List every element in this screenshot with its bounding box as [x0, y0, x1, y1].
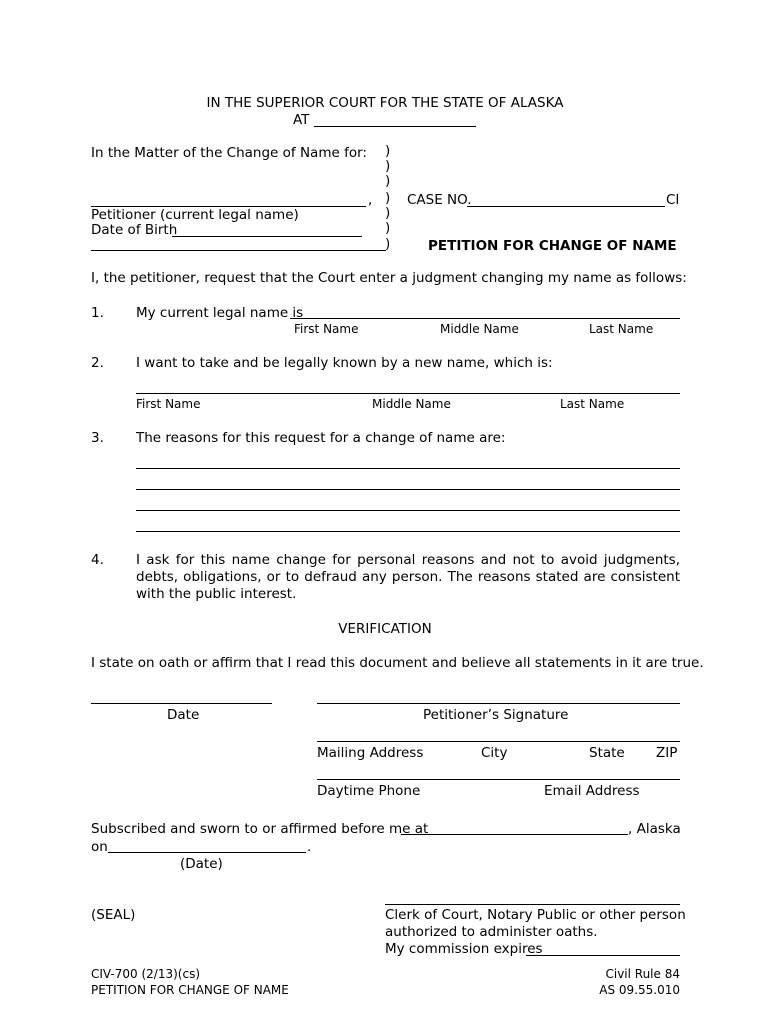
reason-line-3[interactable]	[136, 510, 680, 511]
item1-middle-label: Middle Name	[440, 322, 519, 336]
statute: AS 09.55.010	[599, 983, 680, 997]
at-label: AT	[293, 112, 310, 128]
item4-text: I ask for this name change for personal reasons and not to avoid judgments, debts, obligations, or to defraud any person. The reasons stated are consistent with the public interest.	[136, 552, 680, 602]
item2-last-label: Last Name	[560, 397, 625, 411]
court-heading: IN THE SUPERIOR COURT FOR THE STATE OF ALASKA	[206, 95, 564, 111]
paren-4: )	[385, 190, 391, 206]
clerk-signature-field[interactable]	[385, 904, 680, 905]
city-label: City	[481, 745, 508, 761]
item2-text: I want to take and be legally known by a new name, which is:	[136, 355, 553, 371]
seal-label: (SEAL)	[91, 907, 136, 923]
zip-label: ZIP	[656, 745, 678, 761]
reason-line-4[interactable]	[136, 531, 680, 532]
item3-number: 3.	[91, 430, 104, 446]
period: .	[307, 839, 312, 855]
item2-number: 2.	[91, 355, 104, 371]
item1-last-label: Last Name	[589, 322, 654, 336]
civil-rule: Civil Rule 84	[605, 967, 680, 981]
item1-first-label: First Name	[294, 322, 359, 336]
sworn-location-field[interactable]	[401, 834, 628, 835]
matter-label: In the Matter of the Change of Name for:	[91, 145, 367, 161]
item3-text: The reasons for this request for a change of name are:	[136, 430, 506, 446]
footer-title: PETITION FOR CHANGE OF NAME	[91, 983, 289, 997]
paren-2: )	[385, 158, 391, 174]
comma: ,	[368, 192, 373, 208]
petition-title: PETITION FOR CHANGE OF NAME	[428, 238, 677, 254]
item1-number: 1.	[91, 305, 104, 321]
caption-bottom-line	[91, 250, 386, 251]
clerk-line-1: Clerk of Court, Notary Public or other person	[385, 907, 686, 923]
state-label: State	[589, 745, 625, 761]
paren-3: )	[385, 173, 391, 189]
dob-field[interactable]	[172, 236, 362, 237]
intro-text: I, the petitioner, request that the Court enter a judgment changing my name as follows:	[91, 270, 687, 286]
date-field[interactable]	[91, 703, 272, 704]
at-location-field[interactable]	[314, 126, 476, 127]
verification-statement: I state on oath or affirm that I read this document and believe all statements in it are true.	[91, 655, 704, 671]
paren-6: )	[385, 220, 391, 236]
signature-label: Petitioner’s Signature	[423, 707, 569, 723]
form-number: CIV-700 (2/13)(cs)	[91, 967, 200, 981]
item2-first-label: First Name	[136, 397, 201, 411]
case-no-label: CASE NO.	[407, 192, 472, 208]
date-caption: (Date)	[180, 856, 223, 872]
dob-label: Date of Birth	[91, 222, 178, 238]
item1-text: My current legal name is	[136, 305, 304, 321]
commission-field[interactable]	[526, 955, 680, 956]
commission-label: My commission expires	[385, 941, 543, 957]
date-label: Date	[167, 707, 200, 723]
alaska-label: , Alaska	[628, 821, 681, 837]
email-address-label: Email Address	[544, 783, 640, 799]
mailing-address-label: Mailing Address	[317, 745, 424, 761]
item4-number: 4.	[91, 552, 104, 568]
signature-field[interactable]	[317, 703, 680, 704]
paren-7: )	[385, 236, 391, 252]
petitioner-label: Petitioner (current legal name)	[91, 207, 299, 223]
new-name-field[interactable]	[136, 393, 680, 394]
reason-line-1[interactable]	[136, 468, 680, 469]
on-label: on	[91, 839, 108, 855]
reason-line-2[interactable]	[136, 489, 680, 490]
current-name-field[interactable]	[290, 318, 680, 319]
address-field[interactable]	[317, 741, 680, 742]
phone-email-field[interactable]	[317, 779, 680, 780]
item2-middle-label: Middle Name	[372, 397, 451, 411]
ci-label: CI	[666, 192, 680, 208]
daytime-phone-label: Daytime Phone	[317, 783, 421, 799]
sworn-date-field[interactable]	[108, 852, 306, 853]
case-no-field[interactable]	[467, 206, 665, 207]
sworn-text: Subscribed and sworn to or affirmed before me at	[91, 821, 429, 837]
paren-5: )	[385, 205, 391, 221]
clerk-line-2: authorized to administer oaths.	[385, 924, 598, 940]
verification-heading: VERIFICATION	[338, 621, 432, 637]
paren-1: )	[385, 143, 391, 159]
